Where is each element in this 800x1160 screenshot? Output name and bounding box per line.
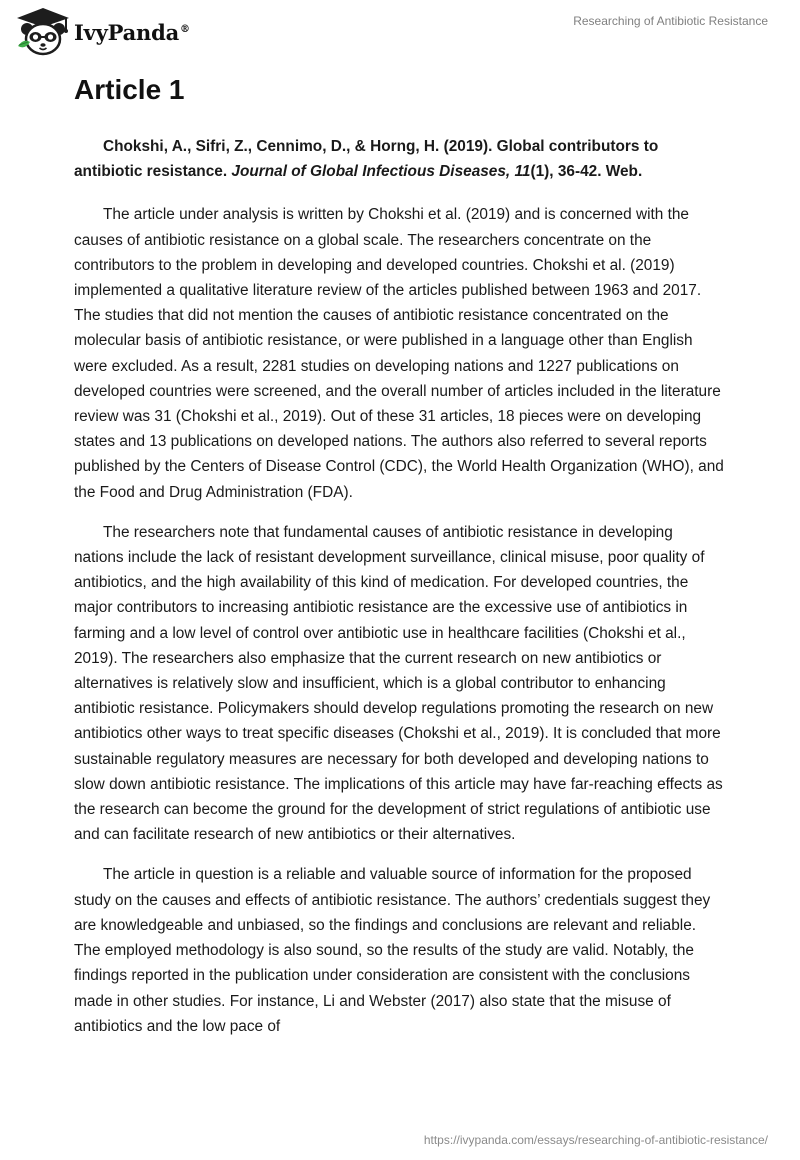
document-title: Researching of Antibiotic Resistance xyxy=(573,14,768,28)
registered-mark: ® xyxy=(180,23,190,35)
panda-graduate-icon xyxy=(14,6,72,58)
article-heading: Article 1 xyxy=(74,74,185,105)
paragraph-1: The article under analysis is written by Chokshi et al. (2019) and is concerned with the causes of antibiotic resistance on a global scale. The researchers concentrate on the contributors to the problem in developing and developed countries. Chokshi et al. (2019) implemented a qualitative literature review of the articles published between 1963 and 2017. The studies that did not mention the causes of antibiotic resistance concentrated on the molecular basis of antibiotic resistance, or were published in a language other than English were excluded. As a result, 2281 studies on developing nations and 1227 publications on developed countries were screened, and the overall number of articles included in the literature review was 31 (Chokshi et al., 2019). Out of these 31 articles, 18 pieces were on developing states and 13 publications on developed nations. The authors also referred to several reports published by the Centers of Disease Control (CDC), the World Health Organization (WHO), and the Food and Drug Administration (FDA). xyxy=(74,206,724,501)
citation-issue-pages: (1), 36-42. Web. xyxy=(530,163,643,181)
citation xyxy=(74,134,726,184)
article-body xyxy=(74,72,726,1054)
paragraph-2: The researchers note that fundamental causes of antibiotic resistance in developing nations include the lack of resistant development surveillance, clinical misuse, poor quality of antibiotics, and the high availability of this kind of medication. For developed countries, the major contributors to increasing antibiotic resistance are the excessive use of antibiotics in farming and a low level of control over antibiotic use in healthcare facilities (Chokshi et al., 2019). The researchers also emphasize that the current research on new antibiotics or alternatives is relatively slow and insufficient, which is a global contributor to enhancing antibiotic resistance. Policymakers should develop regulations promoting the research on new antibiotics other ways to treat specific diseases (Chokshi et al., 2019). It is concluded that more sustainable regulatory measures are necessary for both developed and developing nations to slow down antibiotic resistance. The implications of this article may have far-reaching effects as the research can become the ground for the development of strict regulations of antibiotic use and can facilitate research of new antibiotics or their alternatives. xyxy=(74,523,723,844)
citation-journal: Journal of Global Infectious Diseases, 11 xyxy=(231,163,531,181)
brand-logo[interactable] xyxy=(14,6,190,58)
footer-url[interactable]: https://ivypanda.com/essays/researching-of-antibiotic-resistance/ xyxy=(423,1133,768,1147)
paragraph-3: The article in question is a reliable and valuable source of information for the proposed study on the causes and effects of antibiotic resistance. The authors’ credentials suggest they are knowledgeable and unbiased, so the findings and conclusions are relevant and reliable. The employed methodology is also sound, so the results of the study are valid. Notably, the findings reported in the publication under consideration are consistent with the conclusions made in other studies. For instance, Li and Webster (2017) also state that the misuse of antibiotics and the low pace of xyxy=(74,866,711,1035)
page-header xyxy=(0,0,800,60)
brand-name xyxy=(74,20,190,45)
citation-authors-title: Chokshi, A., Sifri, Z., Cennimo, D., & Horng, H. (2019). Global contributors to antibiotic resistance. xyxy=(74,138,659,181)
brand-wordmark: IvyPanda xyxy=(74,19,180,45)
